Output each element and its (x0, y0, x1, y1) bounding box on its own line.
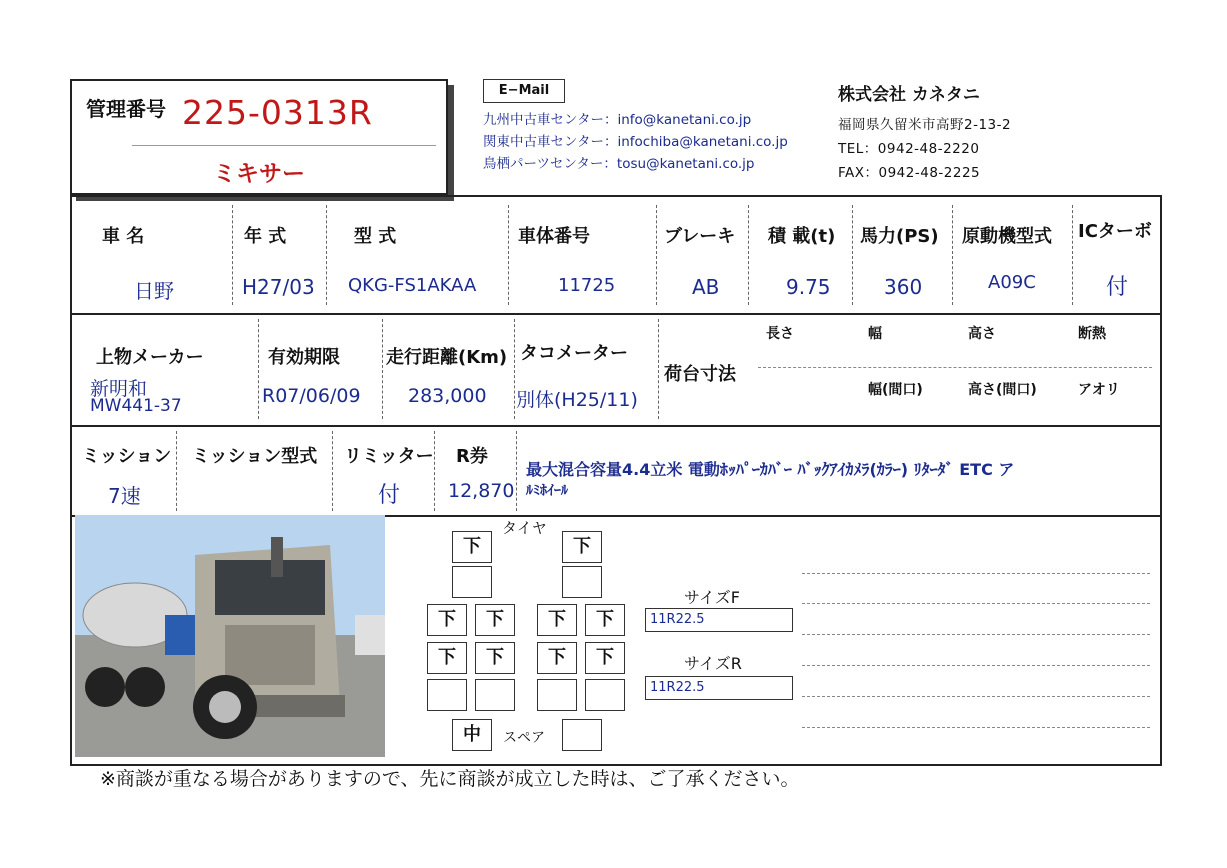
value-model: QKG-FS1AKAA (348, 275, 477, 296)
row-divider (72, 425, 1160, 427)
truck-photo (75, 515, 385, 757)
tire-rear2-rr: 下 (585, 642, 625, 674)
header-model: 型 式 (354, 226, 397, 247)
note-line (802, 696, 1150, 697)
header-r-ticket: R券 (456, 446, 488, 467)
divider (176, 431, 177, 511)
header-name: 車 名 (102, 226, 145, 247)
size-f-value: 11R22.5 (645, 608, 793, 632)
header-expiry: 有効期限 (268, 347, 340, 368)
note-line (802, 634, 1150, 635)
value-body-maker: 新明和 (90, 378, 148, 400)
divider (656, 205, 657, 305)
dim-width-label: 幅 (868, 326, 882, 342)
divider (258, 319, 259, 419)
dim-height-label: 高さ (968, 326, 996, 342)
header-mission-type: ミッション型式 (192, 446, 318, 467)
email-tag: E−Mail (483, 79, 565, 103)
header-engine: 原動機型式 (962, 226, 1052, 247)
email-link[interactable]: tosu@kanetani.co.jp (616, 156, 755, 172)
company-tel: TEL：0942-48-2220 (838, 141, 980, 157)
header-year: 年 式 (244, 226, 287, 247)
spare-label: スペア (503, 730, 545, 746)
tire-rear1-rl: 下 (537, 604, 577, 636)
header-tachometer: タコメーター (520, 343, 628, 364)
divider (658, 319, 659, 419)
tire-rear1-lr: 下 (475, 604, 515, 636)
tire-rear2-ll: 下 (427, 642, 467, 674)
divider (852, 205, 853, 305)
equipment-text: 最大混合容量4.4立米 電動ﾎｯﾊﾟｰｶﾊﾞｰ ﾊﾞｯｸｱｲｶﾒﾗ(ｶﾗｰ) ﾘﾀｰﾀﾞ ETC ア (526, 460, 1015, 479)
size-f-label: サイズF (684, 588, 740, 607)
value-tachometer: 別体(H25/11) (516, 389, 638, 411)
note-line (802, 573, 1150, 574)
header-turbo: ICターボ (1078, 221, 1152, 242)
value-year: H27/03 (242, 275, 315, 299)
tire-empty (537, 679, 577, 711)
value-engine: A09C (988, 272, 1036, 293)
divider (516, 431, 517, 511)
tire-front-left: 下 (452, 531, 492, 563)
value-brake: AB (692, 275, 720, 299)
tire-rear2-lr: 下 (475, 642, 515, 674)
size-r-value: 11R22.5 (645, 676, 793, 700)
value-chassis: 11725 (558, 275, 616, 296)
divider (434, 431, 435, 511)
divider (758, 367, 1152, 368)
value-hp: 360 (884, 275, 923, 299)
size-r-label: サイズR (684, 654, 742, 673)
header-bed-size: 荷台寸法 (664, 364, 736, 385)
dim-insulation-label: 断熱 (1078, 326, 1106, 342)
note-line (802, 727, 1150, 728)
tire-front-right: 下 (562, 531, 602, 563)
header-mission: ミッション (82, 446, 172, 467)
tire-front-right-empty (562, 566, 602, 598)
company-name: 株式会社 カネタニ (838, 85, 980, 105)
tire-empty (585, 679, 625, 711)
divider (1072, 205, 1073, 305)
note-line (802, 603, 1150, 604)
email-link[interactable]: infochiba@kanetani.co.jp (617, 134, 788, 150)
tire-rear1-ll: 下 (427, 604, 467, 636)
value-r-ticket: 12,870 (448, 480, 515, 502)
divider (332, 431, 333, 511)
divider (514, 319, 515, 419)
header-hp: 馬力(PS) (860, 226, 939, 247)
value-mission: 7速 (108, 484, 141, 508)
tire-rear2-rl: 下 (537, 642, 577, 674)
divider (952, 205, 953, 305)
management-box (70, 79, 448, 195)
header-brake: ブレーキ (664, 226, 736, 247)
value-turbo: 付 (1106, 275, 1129, 300)
row-divider (72, 313, 1160, 315)
tire-front-left-empty (452, 566, 492, 598)
value-expiry: R07/06/09 (262, 385, 361, 407)
email-line-kanto: 関東中古車センター：infochiba@kanetani.co.jp (483, 134, 788, 150)
tire-spare: 中 (452, 719, 492, 751)
tire-empty (427, 679, 467, 711)
dim-height-opening-label: 高さ(間口) (968, 382, 1037, 398)
footer-note: ※商談が重なる場合がありますので、先に商談が成立した時は、ご了承ください。 (100, 768, 800, 790)
tire-title: タイヤ (502, 519, 547, 537)
management-number: 225-0313R (182, 93, 373, 132)
value-load: 9.75 (786, 275, 831, 299)
company-address: 福岡県久留米市高野2-13-2 (838, 117, 1012, 133)
tire-spare-empty (562, 719, 602, 751)
dim-side-panel-label: アオリ (1078, 382, 1120, 398)
company-fax: FAX：0942-48-2225 (838, 165, 981, 181)
header-body-maker: 上物メーカー (96, 347, 204, 368)
value-limiter: 付 (378, 483, 401, 508)
divider (232, 205, 233, 305)
email-line-kyushu: 九州中古車センター：info@kanetani.co.jp (483, 112, 752, 128)
vehicle-type: ミキサー (213, 161, 305, 187)
divider (382, 319, 383, 419)
note-line (802, 665, 1150, 666)
header-chassis: 車体番号 (518, 226, 590, 247)
value-mileage: 283,000 (408, 385, 487, 407)
header-load: 積 載(t) (768, 226, 836, 247)
dim-width-opening-label: 幅(間口) (868, 382, 923, 398)
divider (508, 205, 509, 305)
divider (748, 205, 749, 305)
divider (326, 205, 327, 305)
equipment-text-cont: ﾙﾐﾎｲｰﾙ (526, 483, 568, 499)
divider (132, 145, 436, 146)
value-name: 日野 (134, 279, 174, 303)
tire-empty (475, 679, 515, 711)
email-link[interactable]: info@kanetani.co.jp (617, 112, 752, 128)
value-body-model: MW441-37 (90, 396, 182, 416)
header-limiter: リミッター (344, 446, 434, 467)
management-label: 管理番号 (86, 97, 166, 121)
header-mileage: 走行距離(Km) (386, 347, 508, 368)
tire-rear1-rr: 下 (585, 604, 625, 636)
dim-length-label: 長さ (766, 326, 794, 342)
email-line-tosu: 鳥栖パーツセンター：tosu@kanetani.co.jp (483, 156, 755, 172)
